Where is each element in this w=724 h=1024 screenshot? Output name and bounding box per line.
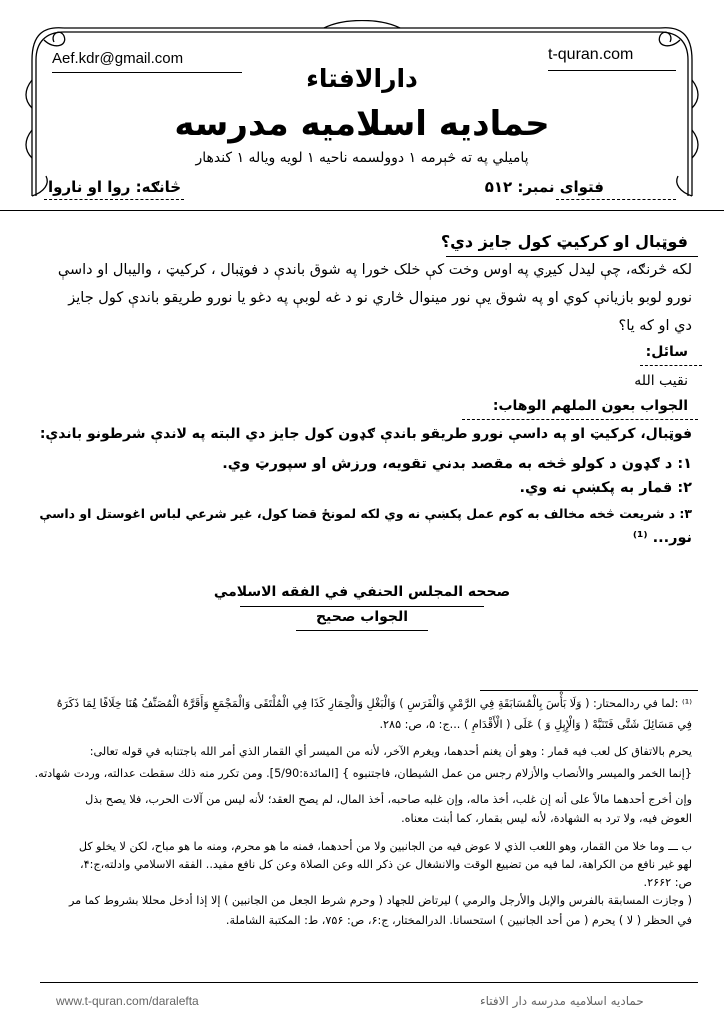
answer-heading: الجواب بعون الملهم الوهاب: <box>492 398 688 414</box>
question-line: دي او که یا؟ <box>618 318 692 334</box>
footnote-line: {إنما الخمر والميسر والأنصاب والأزلام رجس من عمل الشيطان، فاجتنبوه } [المائدة:5/90]. ومن تكرر منه ذلك سقطت عدالته، وردت شهادته. <box>34 767 692 780</box>
footnote-line: ⁽¹⁾ :لما في ردالمحتار: ( وَلَا بَأْسَ بِالْمُسَابَقَةِ فِي الرَّمْيِ وَالْفَرَسِ ) وَالْبَغْلِ وَالْحِمَارِ كَذَا فِي الْمُلْتَقَى وَالْمَجْمَعِ وَأَقَرَّهُ الْمُصَنِّفُ هُنَا خِلَافًا لِمَا ذَكَرَهُ <box>56 697 692 710</box>
footnote-line: في الحظر ( لا ) يحرم ( من أحد الجانبين ) استحسانا. الدرالمختار، ج:۶، ص: ۷۵۶، ط: المكتبة الشاملة. <box>225 914 692 927</box>
footnote-line: ص: ۲۶۶۲. <box>643 876 692 889</box>
asker-label-underline <box>640 365 702 366</box>
fatwa-category: څانګه: روا او ناروا <box>48 178 182 196</box>
footer-madrasa-name: حمادیه اسلامیه مدرسه دار الافتاء <box>480 994 644 1008</box>
question-line: نورو لوبو بازیانې کوي او په شوق یې نور مینوال څاري نو د غه لوبې په دغو یا نورو طریقو باندې کول جایز <box>68 290 692 306</box>
answer-heading-underline <box>462 419 698 420</box>
footer-url[interactable]: www.t-quran.com/daralefta <box>56 994 199 1008</box>
fatwa-category-underline <box>44 199 184 200</box>
committee-endorsement: صححه المجلس الحنفي في الفقه الاسلامي <box>213 584 511 600</box>
footnote-line: فِي مَسَائِلَ شَتَّى فَتَنَبَّهْ ( وَالْإِبِلِ وَ ) عَلَى ( الْأَقْدَامِ ) ...ج: ۵، ص: ۲۸۵. <box>379 718 692 731</box>
footnote-separator <box>480 690 698 691</box>
footnote-line: يحرم بالاتفاق كل لعب فيه قمار : وهو أن يغنم أحدهما، ويغرم الآخر، لأنه من الميسر أي القمار الذي أمر الله باجتنابه في قوله تعالى: <box>89 745 692 758</box>
footnote-line: العوض فيه، ولا ترد به الشهادة، لأنه ليس بقمار، كما أبنت معناه. <box>401 812 692 825</box>
footnote-line: وإن أخرج أحدهما مالاً على أنه إن غلب، أخذ ماله، وإن غلبه صاحبه، أخذ المال، لم يصح العقد؛ لأنه ليس من آلات الحرب، فلا يصح بذل <box>85 793 692 806</box>
footnote-line: لهو غير نافع من الكراهة، لما فيه من تضييع الوقت والانشغال عن ذكر الله وعن الصلاة وعن كل نافع مفيد.. الفقه الاسلامي وادلته،ج:۴، <box>79 858 692 871</box>
asker-name: نقیب الله <box>634 373 688 389</box>
email-address: Aef.kdr@gmail.com <box>52 50 184 67</box>
footnote-line: ب ـــ وما خلا من القمار، وهو اللعب الذي لا عوض فيه من الجانبين ولا من أحدهما، فمنه ما هو محرم، ومنه ما هو مباح، لكن لا يخلو كل <box>78 840 692 853</box>
header-divider <box>0 210 724 211</box>
committee-underline <box>240 606 484 607</box>
question-line: لکه څرنګه، چې لیدل کیږي په اوس وخت کې خلک خورا په شوق باندې د فوټبال ، کرکیټ ، والیبال او داسې <box>57 262 692 278</box>
answer-condition-3: ۳: د شریعت څخه مخالف به کوم عمل پکښې نه وي لکه لمونځ قضا کول، غیر شرعي لباس اغوستل او داسې <box>39 506 692 521</box>
answer-line: نور... ⁽¹⁾ <box>632 530 692 546</box>
question-title: فوټبال او کرکیټ کول جایز دي؟ <box>440 232 688 251</box>
madrasa-name: حمادیه اسلامیه مدرسه <box>174 104 550 144</box>
footnote-line: ( وجازت المسابقة بالفرس والإبل والأرجل والرمي ) ليرتاض للجهاد ( وحرم شرط الجعل من الجانبين ) إلا إذا أدخل محللا بشروط كما مر <box>68 894 692 907</box>
answer-condition-2: ۲: قمار به پکښې نه وي. <box>519 480 692 496</box>
dar-ul-ifta-title: دارالافتاء <box>306 64 418 93</box>
verdict: الجواب صحیح <box>315 609 409 625</box>
asker-label: سائل: <box>645 344 688 360</box>
madrasa-address: پامیلي په ته څېرمه ۱ دوولسمه ناحیه ۱ لویه ویاله ۱ کندهار <box>195 150 529 166</box>
fatwa-number: فتوای نمبر: ۵۱۲ <box>484 178 604 196</box>
website-address: t-quran.com <box>548 46 634 63</box>
question-title-underline <box>446 256 698 257</box>
answer-line: فوټبال، کرکیټ او په داسې نورو طریقو باندې ګډون کول جایز دي البته په لاندې شرطونو باندې: <box>39 426 692 442</box>
fatwa-number-underline <box>556 199 676 200</box>
footer-divider <box>40 982 698 983</box>
answer-condition-1: ۱: د ګډون د کولو څخه به مقصد بدني تقویه، ورزش او سپورټ وي. <box>222 456 692 472</box>
verdict-underline <box>296 630 428 631</box>
